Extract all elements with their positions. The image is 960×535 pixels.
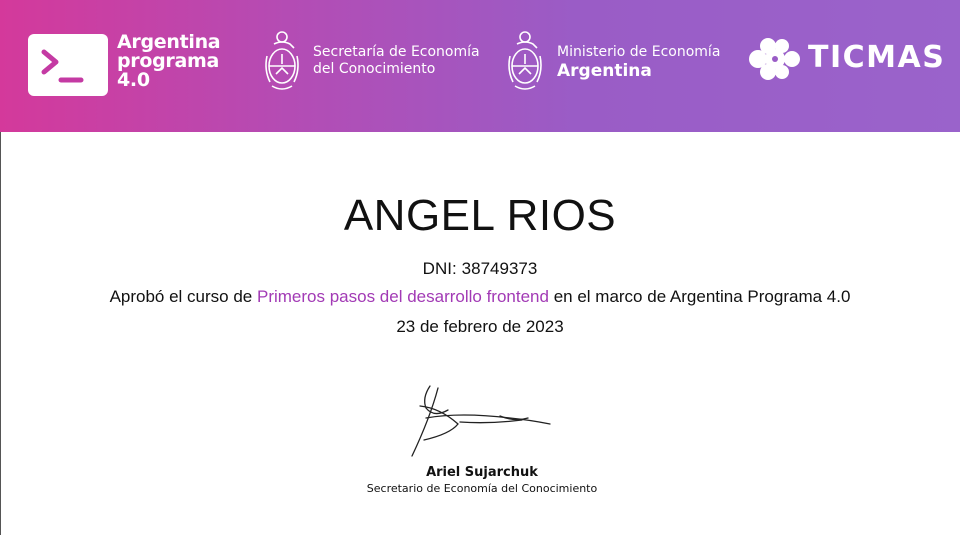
approval-prefix: Aprobó el curso de bbox=[109, 287, 257, 306]
national-coat-of-arms-icon bbox=[262, 28, 302, 96]
secretaria-logo-text bbox=[313, 44, 480, 78]
signature-image bbox=[400, 378, 560, 468]
signatory-role: Secretario de Economía del Conocimiento bbox=[366, 482, 598, 495]
org1-line1: Secretaría de Economía bbox=[313, 44, 480, 60]
terminal-prompt-icon bbox=[28, 34, 108, 96]
signatory-name: Ariel Sujarchuk bbox=[426, 465, 538, 480]
ticmas-flower-icon bbox=[748, 36, 802, 82]
dni-value: 38749373 bbox=[461, 259, 538, 278]
approval-statement bbox=[0, 286, 960, 308]
approval-suffix: en el marco de Argentina Programa 4.0 bbox=[548, 287, 851, 306]
ticmas-logo-text: TICMAS bbox=[808, 40, 946, 75]
dni-line bbox=[0, 258, 960, 280]
program-logo-line3: 4.0 bbox=[117, 69, 150, 91]
org1-line2: del Conocimiento bbox=[313, 61, 436, 77]
program-logo-line2: programa bbox=[117, 50, 220, 72]
org2-line2: Argentina bbox=[557, 61, 652, 81]
ministerio-logo-text bbox=[557, 44, 720, 81]
course-name: Primeros pasos del desarrollo frontend bbox=[256, 287, 549, 306]
program-logo-text bbox=[117, 33, 220, 90]
org2-line1: Ministerio de Economía bbox=[557, 44, 721, 60]
recipient-name: ANGEL RIOS bbox=[343, 191, 617, 240]
program-logo-line1: Argentina bbox=[117, 31, 221, 53]
national-coat-of-arms-icon bbox=[505, 28, 545, 96]
issue-date: 23 de febrero de 2023 bbox=[396, 317, 564, 336]
dni-label: DNI: bbox=[422, 259, 457, 278]
